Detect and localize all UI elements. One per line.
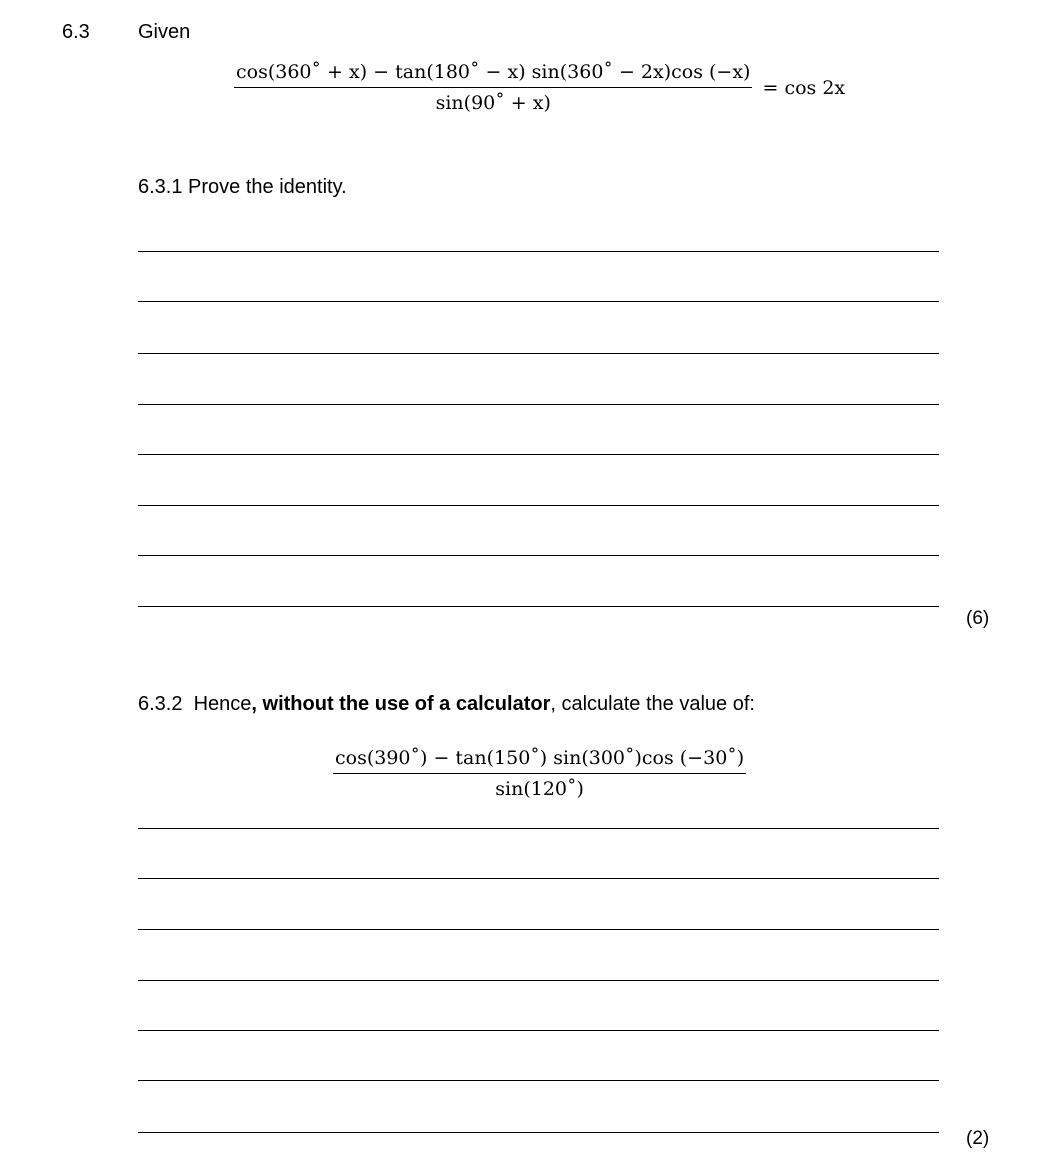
identity-expression xyxy=(234,60,845,115)
answer-line[interactable] xyxy=(138,878,939,879)
identity-fraction xyxy=(234,60,752,115)
part2-bold-instruction: , without the use of a calculator xyxy=(251,693,551,715)
answer-line[interactable] xyxy=(138,980,939,981)
part2-marks: (2) xyxy=(966,1128,990,1149)
part2-prompt xyxy=(138,692,755,716)
answer-line[interactable] xyxy=(138,353,939,354)
part1-prompt: 6.3.1 Prove the identity. xyxy=(138,176,347,198)
answer-line[interactable] xyxy=(138,1080,939,1081)
answer-line[interactable] xyxy=(138,454,939,455)
given-label: Given xyxy=(138,21,191,43)
answer-line[interactable] xyxy=(138,505,939,506)
evaluation-numerator: cos(390˚) − tan(150˚) sin(300˚)cos (−30˚) xyxy=(333,746,746,774)
part2-prefix: Hence xyxy=(193,693,252,715)
identity-denominator: sin(90˚ + x) xyxy=(435,92,551,114)
part1-marks: (6) xyxy=(966,608,990,629)
identity-rhs: = cos 2x xyxy=(762,76,846,99)
answer-line[interactable] xyxy=(138,606,939,607)
answer-line[interactable] xyxy=(138,828,939,829)
evaluation-fraction xyxy=(333,746,746,801)
answer-line[interactable] xyxy=(138,929,939,930)
answer-line[interactable] xyxy=(138,555,939,556)
identity-numerator: cos(360˚ + x) − tan(180˚ − x) sin(360˚ − 2x)cos (−x) xyxy=(234,60,752,88)
answer-line[interactable] xyxy=(138,1030,939,1031)
question-number: 6.3 xyxy=(62,21,90,43)
part2-number: 6.3.2 xyxy=(138,693,183,715)
answer-line[interactable] xyxy=(138,1132,939,1133)
evaluation-expression xyxy=(333,746,746,801)
answer-line[interactable] xyxy=(138,301,939,302)
part2-suffix: , calculate the value of: xyxy=(550,693,755,715)
evaluation-denominator: sin(120˚) xyxy=(495,778,584,800)
answer-line[interactable] xyxy=(138,404,939,405)
answer-line[interactable] xyxy=(138,251,939,252)
